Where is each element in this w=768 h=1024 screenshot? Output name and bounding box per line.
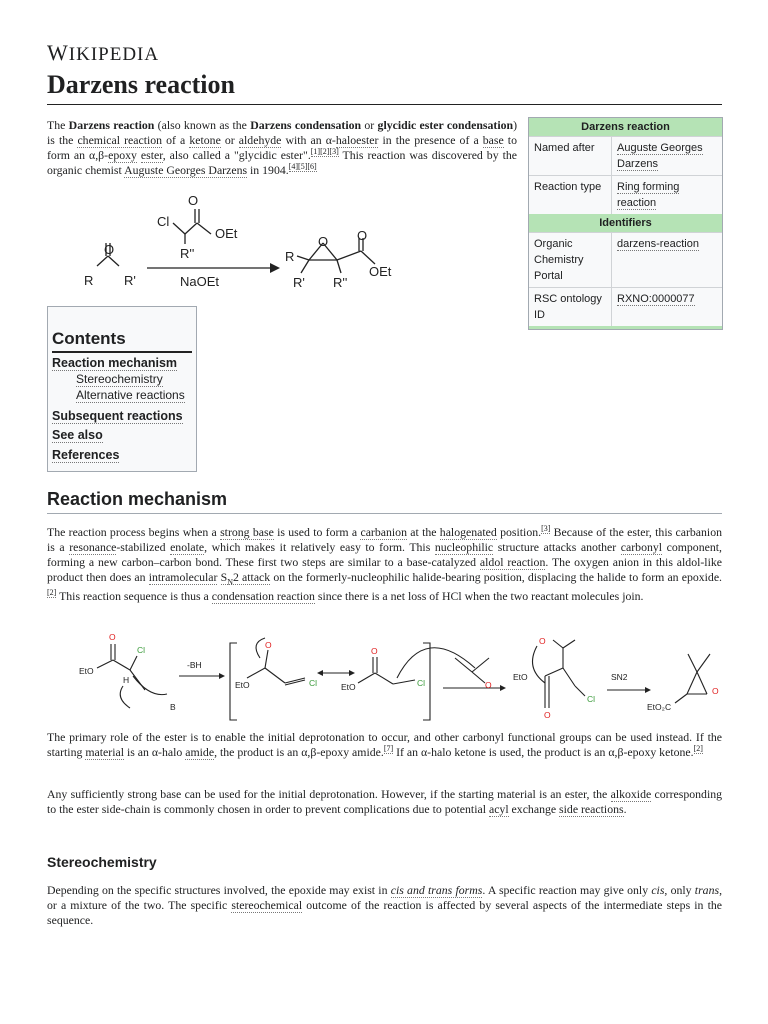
svg-text:EtO₂C: EtO₂C (647, 702, 672, 712)
svg-text:SN2: SN2 (611, 672, 628, 682)
svg-text:-BH: -BH (187, 660, 202, 670)
citation-link[interactable]: [7] (383, 744, 394, 754)
svg-text:EtO: EtO (79, 666, 94, 676)
svg-text:NaOEt: NaOEt (180, 274, 220, 289)
link-sn2-attack[interactable]: $S_N2$ attack (220, 570, 271, 587)
svg-text:Cl: Cl (137, 645, 146, 655)
link-auguste-darzens[interactable]: Auguste Georges Darzens (124, 163, 248, 177)
svg-text:R'': R'' (333, 275, 348, 290)
link-resonance[interactable]: resonance (69, 540, 117, 554)
svg-text:R: R (285, 249, 295, 264)
svg-text:O: O (104, 242, 115, 257)
svg-text:O: O (712, 686, 719, 696)
svg-text:R: R (84, 273, 94, 288)
svg-text:EtO: EtO (235, 680, 250, 690)
toc-item-reaction-mechanism[interactable]: Reaction mechanism (52, 356, 178, 370)
link-aldol-reaction[interactable]: aldol reaction (479, 555, 546, 569)
mechanism-paragraph-2: The primary role of the ester is to enable the initial deprotonation to occur, and other carbonyl functional groups can be used instead. If the starting material is an α-halo amide, the product is an α,β-epoxy amide.[7] If an α-halo ketone is used, the product is an α,β-epoxy ketone.[2] (47, 730, 722, 759)
mechanism-scheme (75, 628, 725, 723)
darzens-reaction-scheme (75, 188, 405, 298)
svg-text:EtO: EtO (513, 672, 528, 682)
link-carbonyl[interactable]: carbonyl (620, 540, 663, 554)
link-intramolecular[interactable]: intramolecular (148, 570, 218, 584)
svg-text:Cl: Cl (157, 214, 170, 229)
link-stereochemical[interactable]: stereochemical (231, 898, 303, 912)
svg-text:R': R' (124, 273, 136, 288)
svg-text:EtO: EtO (341, 682, 356, 692)
svg-text:R'': R'' (180, 246, 195, 261)
link-amide[interactable]: amide (185, 745, 215, 759)
infobox-link-rsc[interactable]: RXNO:0000077 (617, 293, 695, 305)
link-acyl[interactable]: acyl (488, 802, 509, 816)
svg-text:O: O (371, 646, 378, 656)
svg-text:Cl: Cl (309, 678, 318, 688)
link-nucleophilic[interactable]: nucleophilic (434, 540, 494, 554)
title-divider (47, 104, 722, 105)
infobox-link-ocp[interactable]: darzens-reaction (617, 238, 699, 250)
infobox-link-reaction-type[interactable]: Ring forming reaction (617, 181, 680, 209)
citation-link[interactable]: [2] (47, 588, 57, 598)
link-halogenated[interactable]: halogenated (439, 525, 497, 539)
svg-text:O: O (109, 632, 116, 642)
svg-text:O: O (188, 193, 199, 208)
intro-paragraph: The Darzens reaction (also known as the Darzens condensation or glycidic ester condensation) is the chemical reaction of a ketone or aldehyde with an α-haloester in the presence of a base to form an α,β-epoxy ester, also called a "glycidic ester".[1][2][3] This reaction was discovered by the organic chemist Auguste Georges Darzens in 1904.[4][5][6] (47, 118, 518, 177)
link-epoxy[interactable]: epoxy (108, 148, 137, 162)
svg-text:OEt: OEt (369, 264, 392, 279)
link-enolate[interactable]: enolate (170, 540, 205, 554)
link-cis-trans[interactable]: cis and trans forms (390, 883, 483, 897)
svg-text:OEt: OEt (215, 226, 238, 241)
mechanism-paragraph-1: The reaction process begins when a strong base is used to form a carbanion at the halogenated position.[3] Because of the ester, this carbanion is a resonance-stabilized enolate, which makes it relatively easy to form. This nucleophilic structure attacks another carbonyl component, forming a new carbon–carbon bond. These first two steps are similar to a base-catalyzed aldol reaction. The oxygen anion in this aldol-like product then does an intramolecular $S_N2$ attack on the formerly-nucleophilic halide-bearing position, displacing the halide to form an epoxide.[2] This reaction sequence is thus a condensation reaction since there is a net loss of HCl when the two reactant molecules join. (47, 524, 723, 604)
svg-text:O: O (318, 234, 329, 249)
toc-item-see-also[interactable]: See also (52, 428, 103, 442)
toc-item-references[interactable]: References (52, 448, 120, 462)
heading-stereochemistry: Stereochemistry (47, 854, 157, 870)
citation-link[interactable]: [3] (541, 524, 551, 534)
link-chemical-reaction[interactable]: chemical reaction (77, 133, 163, 147)
svg-text:R': R' (293, 275, 305, 290)
link-side-reactions[interactable]: side reactions (559, 802, 624, 816)
link-material[interactable]: material (85, 745, 124, 759)
link-haloester[interactable]: haloester (335, 133, 379, 147)
link-aldehyde[interactable]: aldehyde (238, 133, 282, 147)
link-ketone[interactable]: ketone (189, 133, 221, 147)
link-base[interactable]: base (482, 133, 504, 147)
svg-text:B: B (170, 702, 176, 712)
link-ester[interactable]: ester (140, 148, 163, 162)
citation-link[interactable]: [4][5][6] (288, 162, 317, 172)
page-title: Darzens reaction (47, 70, 235, 99)
stereochemistry-paragraph: Depending on the specific structures involved, the epoxide may exist in cis and trans forms. A specific reaction may give only cis, only trans, or a mixture of the two. The specific stereochemical outcome of the reaction is affected by several aspects of the intermediate steps in the sequence. (47, 883, 723, 927)
link-carbanion[interactable]: carbanion (360, 525, 407, 539)
infobox: Darzens reaction Named after Auguste Georges Darzens Reaction type Ring forming reaction Identifiers Organic Chemistry Portal darzens-reaction RSC ontology ID RXNO:0000077 (528, 117, 723, 330)
infobox-title: Darzens reaction (529, 118, 722, 136)
toc-item-alternative-reactions[interactable]: Alternative reactions (76, 388, 185, 402)
link-strong-base[interactable]: strong base (220, 525, 274, 539)
infobox-identifiers-heading: Identifiers (529, 214, 722, 232)
toc-item-stereochemistry[interactable]: Stereochemistry (76, 372, 163, 386)
toc-title: Contents (52, 329, 126, 348)
toc-item-subsequent-reactions[interactable]: Subsequent reactions (52, 409, 183, 423)
link-alkoxide[interactable]: alkoxide (610, 787, 652, 801)
svg-text:O: O (265, 640, 272, 650)
link-condensation-reaction[interactable]: condensation reaction (211, 589, 315, 604)
svg-text:O: O (485, 680, 492, 690)
wikipedia-logo[interactable]: WIKIPEDIA (47, 40, 160, 65)
svg-text:O: O (544, 710, 551, 720)
svg-text:Cl: Cl (417, 678, 426, 688)
svg-text:O: O (539, 636, 546, 646)
heading-reaction-mechanism: Reaction mechanism (47, 489, 228, 509)
svg-text:O: O (357, 228, 368, 243)
citation-link[interactable]: [2] (693, 744, 703, 754)
table-of-contents (47, 306, 197, 472)
mechanism-paragraph-3: Any sufficiently strong base can be used for the initial deprotonation. However, if the starting material is an ester, the alkoxide corresponding to the ester side-chain is commonly chosen in order to prevent complications due to potential acyl exchange side reactions. (47, 787, 723, 816)
infobox-link-named-after[interactable]: Auguste Georges Darzens (617, 142, 703, 170)
svg-text:H: H (123, 675, 130, 685)
svg-text:Cl: Cl (587, 694, 596, 704)
citation-link[interactable]: [1][2][3] (310, 147, 339, 157)
